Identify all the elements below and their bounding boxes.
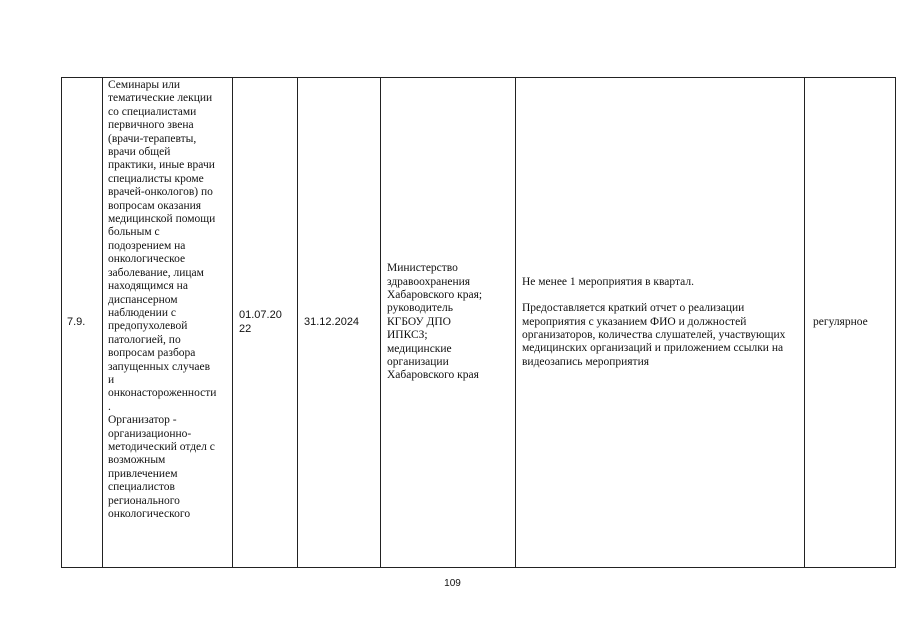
result-report: Предоставляется краткий отчет о реализации мероприятия с указанием ФИО и должностей организаторов, количества слушателей, участвующих медицинских организаций и приложением ссылки на видеозапись мероприятия <box>522 302 786 368</box>
executors: Министерство здравоохранения Хабаровского края; руководитель КГБОУ ДПО ИПКСЗ; медицинские организации Хабаровского края <box>381 78 516 568</box>
page-number: 109 <box>444 578 461 589</box>
end-date: 31.12.2024 <box>298 78 381 568</box>
expected-result <box>516 78 805 568</box>
table-row <box>62 78 896 568</box>
row-number: 7.9. <box>62 78 103 568</box>
measure-type: регулярное <box>805 78 896 568</box>
measure-description-cell <box>103 78 233 568</box>
measures-table <box>61 77 896 568</box>
start-date: 01.07.20 22 <box>233 78 298 568</box>
measure-description: Семинары или тематические лекции со специалистами первичного звена (врачи-терапевты, врачи общей практики, иные врачи специалисты кроме врачей-онкологов) по вопросам оказания медицинской помощи больным с подозрением на онкологическое заболевание, лицам находящимся на диспансерном наблюдении с предопухолевой патологией, по вопросам разбора запущенных случаев и онконастороженности . <box>108 79 217 413</box>
organizer-note: Организатор - организационно- методический отдел с возможным привлечением специалистов регионального онкологического <box>108 414 215 520</box>
result-frequency: Не менее 1 мероприятия в квартал. <box>522 275 694 288</box>
